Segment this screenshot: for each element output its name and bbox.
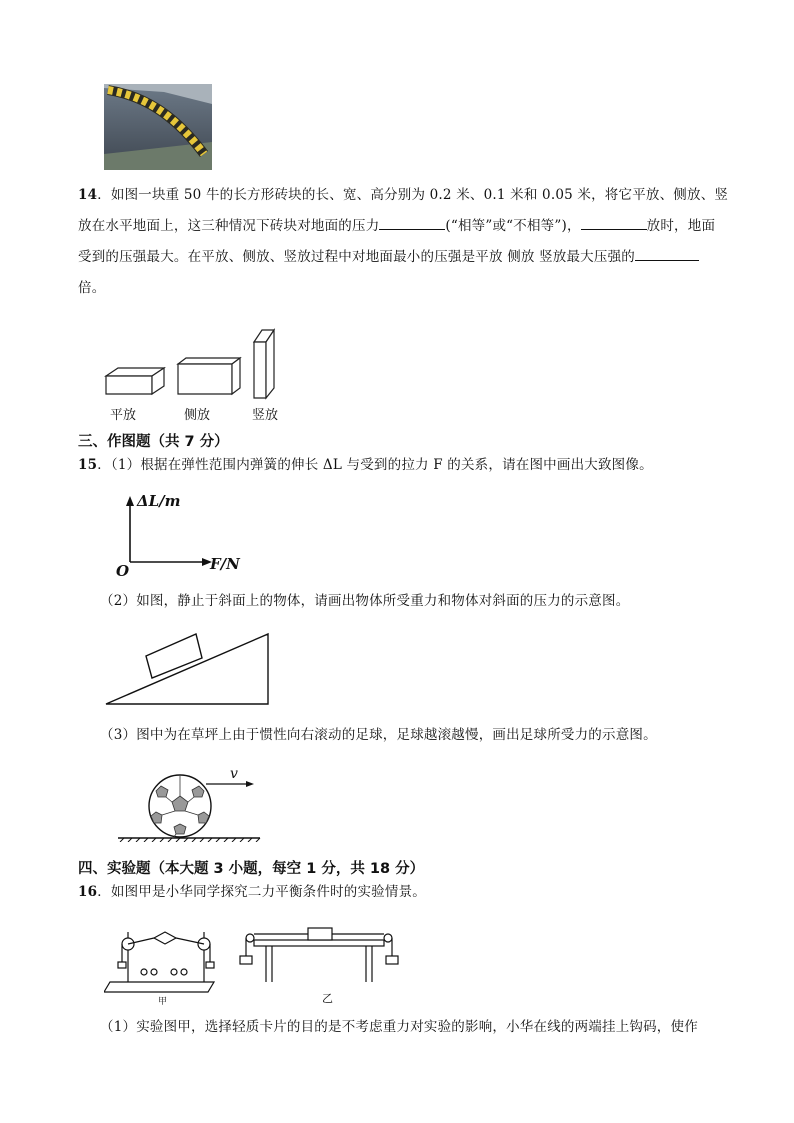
velocity-label: v — [230, 766, 238, 782]
label-flat: 平放 — [110, 408, 137, 423]
football-figure[interactable] — [116, 766, 266, 842]
q14-line1: 14．如图一块重 50 牛的长方形砖块的长、宽、高分别为 0.2 米、0.1 米和 0.05 米，将它平放、侧放、竖 — [78, 187, 729, 203]
q16-part1: （1）实验图甲，选择轻质卡片的目的是不考虑重力对实验的影响，小华在线的两端挂上钩码，使作 — [100, 1019, 698, 1035]
question-number: 15 — [78, 457, 98, 473]
experiment-figure — [104, 922, 404, 1012]
q15-part3: （3）图中为在草坪上由于惯性向右滚动的足球，足球越滚越慢，画出足球所受力的示意图。 — [100, 727, 657, 743]
label-upright: 竖放 — [252, 408, 279, 423]
axis-origin: O — [116, 562, 130, 580]
answer-blank[interactable] — [581, 215, 647, 230]
q14-line3: 受到的压强最大。在平放、侧放、竖放过程中对地面最小的压强是平放 侧放 竖放最大压强的 — [78, 242, 699, 273]
answer-blank[interactable] — [635, 246, 699, 261]
q14-line2: 放在水平地面上，这三种情况下砖块对地面的压力 (“相等”或“不相等”)， 放时，地面 — [78, 211, 715, 242]
section-title: 四、实验题（本大题 3 小题，每空 1 分，共 18 分） — [78, 861, 425, 877]
section-title: 三、作图题（共 7 分） — [78, 434, 229, 450]
q16-intro: 16．如图甲是小华同学探究二力平衡条件时的实验情景。 — [78, 884, 426, 900]
question-number: 14 — [78, 187, 98, 203]
q14-line4: 倍。 — [78, 280, 106, 296]
figure-label-a: 甲 — [158, 997, 168, 1007]
q15-part2: （2）如图，静止于斜面上的物体，请画出物体所受重力和物体对斜面的压力的示意图。 — [100, 593, 630, 609]
axis-label-y: ΔL/m — [137, 492, 181, 510]
answer-blank[interactable] — [379, 215, 445, 230]
figure-label-b: 乙 — [322, 992, 333, 1005]
incline-figure[interactable] — [104, 630, 274, 708]
speed-bump-photo — [104, 84, 212, 170]
q15-part1: 15．（1）根据在弹性范围内弹簧的伸长 ΔL 与受到的拉力 F 的关系，请在图中画出大致图像。 — [78, 457, 653, 473]
question-number: 16 — [78, 884, 98, 900]
label-side: 侧放 — [184, 408, 211, 423]
axis-label-x: F/N — [210, 555, 240, 573]
